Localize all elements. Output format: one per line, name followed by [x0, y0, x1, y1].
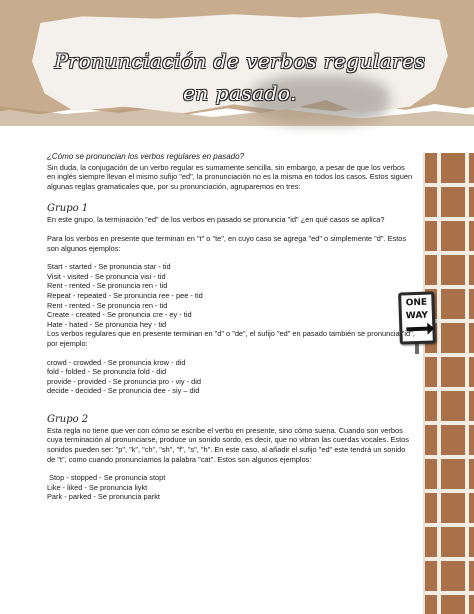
- list-item: Like - liked - Se pronuncia liykt: [47, 482, 148, 492]
- grupo-1-paragraph-2: Para los verbos en presente que terminan en "t" o "te", en cuyo caso se agrega "ed" o simplemente "d". Estos son algunos ejemplos:: [47, 233, 407, 253]
- list-item: crowd - crowded - Se pronuncia krow - did: [47, 357, 186, 367]
- grupo-2-examples: [47, 473, 415, 502]
- grupo-1-paragraph-1: En este grupo, la terminación "ed" de los verbos en pasado se pronuncia "id" ¿en qué casos se aplica?: [47, 215, 385, 225]
- grupo-2-paragraph: Esta regla no tiene que ver con cómo se escribe el verbo en presente, sino cómo suena. Cuando son verbos cuya terminación al pronunciarse, produce un sonido sordo, es decir, que no vibran las cuerdas vocales. Estos sonidos pueden ser: "p", "k", "ch", "sh", "f", "s", "h". En este caso, al añadir el sufijo "ed" este tendrá un sonido de "t", como cuando pronunciamos la palabra "cat". Estos son algunos ejemplos:: [47, 425, 409, 464]
- list-item: Rent - rented - Se pronuncia ren - tid: [47, 281, 168, 291]
- list-item: fold - folded - Se pronuncia fold - did: [47, 367, 167, 377]
- list-item: decide - decided - Se pronuncia dee - siy – did: [47, 386, 200, 396]
- decorative-grid-strip: [423, 153, 474, 614]
- list-item: Visit - visited - Se pronuncia visi - tid: [47, 271, 166, 281]
- list-item: Create - created - Se pronuncia cre - ey - tid: [47, 310, 192, 320]
- page-title: [40, 45, 440, 109]
- title-line-2: en pasado.: [183, 81, 297, 105]
- grupo-1-heading: Grupo 1: [47, 203, 89, 215]
- grupo-2-heading: Grupo 2: [47, 413, 89, 425]
- grupo-1-paragraph-3: Los verbos regulares que en presente terminan en "d" o "de", el sufijo "ed" en pasado también se pronuncia "id", por ejemplo:: [47, 329, 415, 348]
- document-body: [47, 152, 415, 502]
- grupo-1-examples-t: [47, 262, 415, 329]
- sign-text-line-1: ONE: [405, 297, 428, 309]
- sign-text-line-2: WAY: [405, 310, 429, 322]
- list-item: Stop - stopped - Se pronuncia stopt: [47, 473, 166, 483]
- title-line-1: Pronunciación de verbos regulares: [54, 49, 426, 73]
- list-item: Park - parked - Se pronuncia parkt: [47, 492, 160, 502]
- grupo-1-examples-d: [47, 358, 415, 396]
- intro-paragraph: Sin duda, la conjugación de un verbo regular es sumamente sencilla, sin embargo, a pesar de que los verbos en inglés siempre llevan el mismo sufijo "ed", la pronunciación no es la misma en todos los casos. Estos siguen algunas reglas gramaticales que, por su pronunciación, agruparemos en tres:: [47, 162, 413, 191]
- list-item: Start - started - Se pronuncia star - tid: [47, 262, 171, 272]
- header-paper: [0, 0, 474, 140]
- list-item: Hate - hated - Se pronuncia hey - tid: [47, 319, 167, 329]
- intro-question: ¿Cómo se pronuncian los verbos regulares en pasado?: [47, 152, 245, 161]
- list-item: Rent - rented - Se pronuncia ren - tid: [47, 300, 168, 310]
- list-item: Repeat - repeated - Se pronuncia ree - pee - tid: [47, 290, 203, 300]
- list-item: provide - provided - Se pronuncia pro - viy - did: [47, 376, 202, 386]
